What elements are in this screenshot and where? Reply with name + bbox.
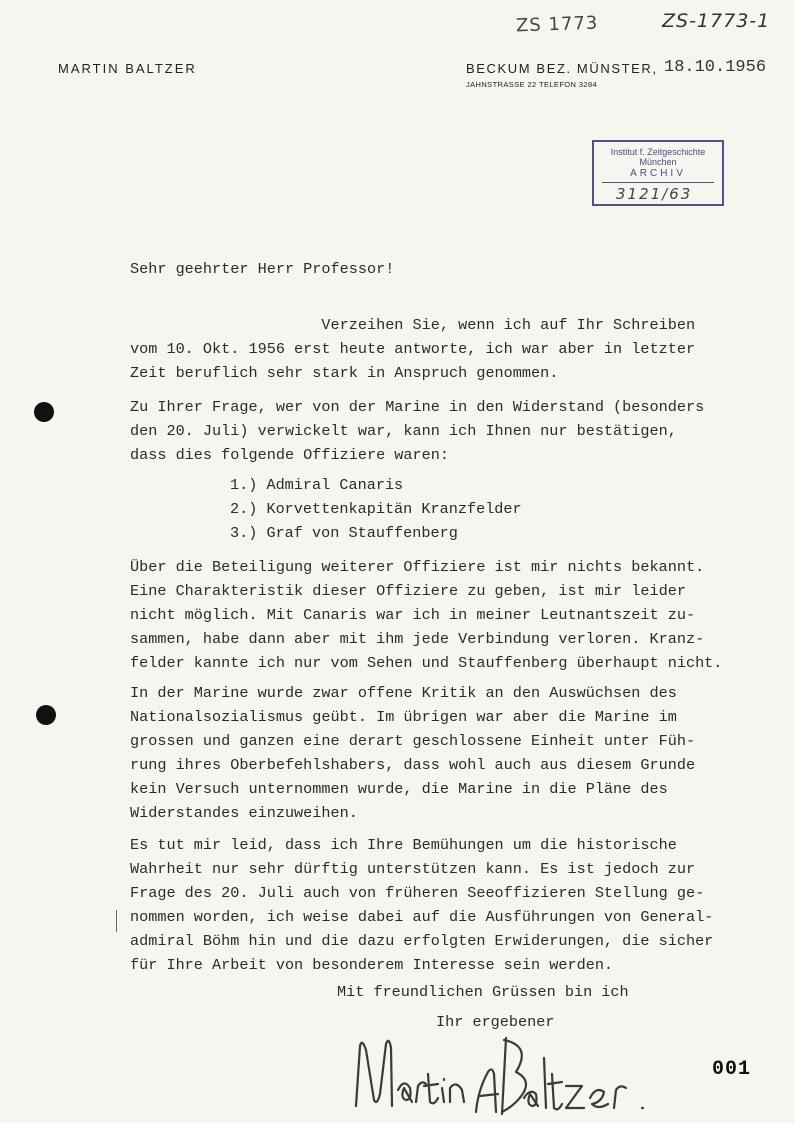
para2-line1: Zu Ihrer Frage, wer von der Marine in den Widerstand (besonders <box>130 398 705 416</box>
letterhead-place: BECKUM BEZ. MÜNSTER, <box>466 61 658 76</box>
para5-line6: für Ihre Arbeit von besonderem Interesse sein werden. <box>130 956 614 974</box>
para4-line4: rung ihres Oberbefehlshabers, dass wohl auch aus diesem Grunde <box>130 756 696 774</box>
para5-line3: Frage des 20. Juli auch von früheren Seeoffizieren Stellung ge- <box>130 884 705 902</box>
margin-mark <box>116 910 117 932</box>
para5-line2: Wahrheit nur sehr dürftig unterstützen kann. Es ist jedoch zur <box>130 860 696 878</box>
punch-hole-upper <box>34 402 54 422</box>
para1-line2: vom 10. Okt. 1956 erst heute antworte, ich war aber in letzter <box>130 340 696 358</box>
stamp-line-city: München <box>639 157 677 167</box>
officer-list-item-3: 3.) Graf von Stauffenberg <box>230 524 458 542</box>
archive-stamp <box>592 140 724 206</box>
para2-line2: den 20. Juli) verwickelt war, kann ich Ihnen nur bestätigen, <box>130 422 677 440</box>
para3-line4: sammen, habe dann aber mit ihm jede Verbindung verloren. Kranz- <box>130 630 705 648</box>
para3-line2: Eine Charakteristik dieser Offiziere zu geben, ist mir leider <box>130 582 686 600</box>
para1-line1: Verzeihen Sie, wenn ich auf Ihr Schreiben <box>130 316 696 334</box>
letterhead-sender: MARTIN BALTZER <box>58 61 197 76</box>
para5-line1: Es tut mir leid, dass ich Ihre Bemühungen um die historische <box>130 836 677 854</box>
para1-line3: Zeit beruflich sehr stark in Anspruch genommen. <box>130 364 559 382</box>
para3-line3: nicht möglich. Mit Canaris war ich in meiner Leutnantszeit zu- <box>130 606 696 624</box>
stamp-divider <box>602 182 714 183</box>
para4-line5: kein Versuch unternommen wurde, die Marine in die Pläne des <box>130 780 668 798</box>
para3-line5: felder kannte ich nur vom Sehen und Stauffenberg überhaupt nicht. <box>130 654 723 672</box>
stamp-line-archive: ARCHIV <box>630 168 686 179</box>
archive-note-left: ZS 1773 <box>515 12 599 37</box>
officer-list-item-1: 1.) Admiral Canaris <box>230 476 404 494</box>
letterhead-address: JAHNSTRASSE 22 TELEFON 3284 <box>466 80 598 89</box>
para4-line1: In der Marine wurde zwar offene Kritik an den Auswüchsen des <box>130 684 677 702</box>
closing-ergebener: Ihr ergebener <box>436 1013 555 1031</box>
stamp-line-institute: Institut f. Zeitgeschichte <box>610 147 706 157</box>
letter-date: 18.10.1956 <box>664 58 767 77</box>
para4-line3: grossen und ganzen eine derart geschlossene Einheit unter Füh- <box>130 732 696 750</box>
para3-line1: Über die Beteiligung weiterer Offiziere ist mir nichts bekannt. <box>130 558 705 576</box>
punch-hole-lower <box>36 705 56 725</box>
page-number: 001 <box>712 1058 752 1081</box>
para4-line2: Nationalsozialismus geübt. Im übrigen war aber die Marine im <box>130 708 677 726</box>
para5-line4: nommen worden, ich weise dabei auf die Ausführungen von General- <box>130 908 714 926</box>
closing-phrase: Mit freundlichen Grüssen bin ich <box>337 983 629 1001</box>
officer-list-item-2: 2.) Korvettenkapitän Kranzfelder <box>230 500 522 518</box>
para4-line6: Widerstandes einzuweihen. <box>130 804 358 822</box>
handwritten-signature <box>346 1028 676 1118</box>
para5-line5: admiral Böhm hin und die dazu erfolgten Erwiderungen, die sicher <box>130 932 714 950</box>
salutation: Sehr geehrter Herr Professor! <box>130 260 395 278</box>
stamp-number: 3121/63 <box>616 185 693 203</box>
para2-line3: dass dies folgende Offiziere waren: <box>130 446 449 464</box>
archive-note-right: ZS-1773-1 <box>662 10 771 32</box>
